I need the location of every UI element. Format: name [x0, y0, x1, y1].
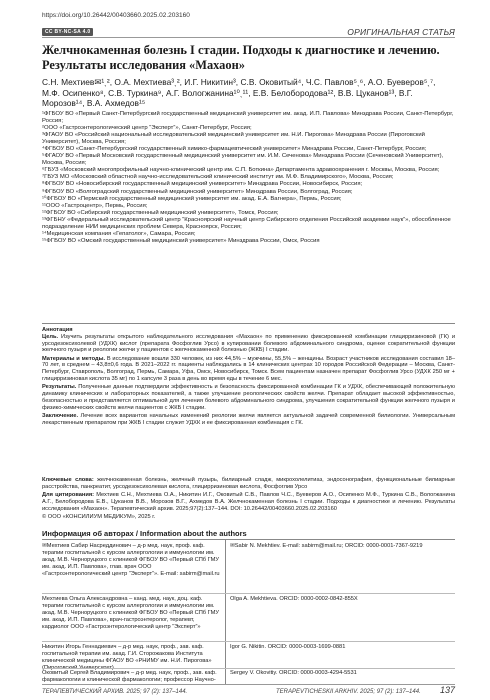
conclusion-label: Заключение. — [42, 413, 79, 420]
author-info-ru: ✉Мехтиев Сабир Насреддинович – д-р мед. наук, проф. каф. терапии госпитальной с курсом аллергологии и иммунологии им. акад. М.В. Черноруцкого с клиникой ФГБОУ ВО «Первый СПб ГМУ им. акад. И.П. Павлова», глав. врач ООО «Гастроэнтерологический центр “Эксперт”». E-mail: sabirm@mail.ru — [42, 543, 220, 577]
affiliation-item: ³ФГАОУ ВО «Российский национальный исследовательский медицинский университет им. Н.И. Пирогова» Минздрава России (Пироговский Университет), Москва, Россия; — [42, 132, 425, 146]
aim-text: Изучить результаты открытого наблюдательного исследования «Махаон» по применению фиксированной комбинации глицирризиновой (ГК) и урсодезоксихолевой (УДХК) кислот (препарата Фосфоглив Урсо) в купировании болевого абдоминального синдрома, оценке сократительной функции желчного пузыря и реологии желчи у пациентов с желчнокаменной болезнью (ЖКБ) I стадии. — [42, 333, 455, 354]
affiliation-item: ¹⁴Медицинская компания «Гепатолог», Самара, Россия; — [42, 230, 196, 237]
keywords-block — [42, 477, 455, 522]
methods-text: В исследование вошли 330 человек, из них 44,5% – мужчины, 55,5% – женщины. Возраст участников исследования составил 18–70 лет, в среднем – 43,8±0,6 года. В 2021–2022 гг. пациенты наблюдались в 14 клинических центрах 10 городов Российской Федерации – Москва, Санкт-Петербург, Ставрополь, Волгоград, Пермь, Самара, Уфа, Омск, Новосибирск, Томск. Всем пациентам назначен препарат Фосфоглив Урсо (УДХК 250 мг + глицирризиновая кислота 35 мг) по 1 капсуле 3 раза в день во время еды в течение 6 мес. — [42, 355, 455, 383]
author-info-en: Igor G. Nikitin. ORCID: 0000-0003-1699-0881 — [230, 644, 346, 650]
affiliation-item: ¹²ФГБОУ ВО «Сибирский государственный медицинский университет», Томск, Россия; — [42, 209, 279, 216]
abstract — [42, 327, 455, 428]
abstract-methods — [42, 356, 455, 383]
methods-label: Материалы и методы. — [42, 355, 106, 362]
authors-info-heading: Информация об авторах / Information about the authors — [42, 529, 247, 538]
cc-license-icon: CC BY-NC-SA 4.0 — [42, 28, 93, 36]
copyright: © ООО «КОНСИЛИУМ МЕДИКУМ», 2025 г. — [42, 513, 156, 520]
results-label: Результаты. — [42, 384, 77, 391]
affiliation-item: ¹³ФГБНУ «Федеральный исследовательский центр “Красноярский научный центр Сибирского отделения Российской академии наук”», обособленное подразделение НИИ медицинских проблем Севера, Красноярск, Россия; — [42, 216, 451, 230]
affiliation-item: ⁷ГБУЗ МО «Московский областной научно-исследовательский клинический институт им. М.Ф. Владимирского», Москва, Россия; — [42, 174, 394, 181]
abstract-divider — [42, 323, 455, 324]
author-info-en: Olga A. Mekhtieva. ORCID: 0000-0002-0842-855X — [230, 596, 358, 602]
footer-journal-en: TERAPEVTICHESKII ARKHIV. 2025; 97 (2): 137–144. — [276, 689, 421, 695]
article-type: ОРИГИНАЛЬНАЯ СТАТЬЯ — [347, 27, 455, 37]
author-info-ru: Оковитый Сергей Владимирович – д-р мед. наук, проф., зав. каф. фармакологии и клинической фармакологии; профессор Научно- — [42, 670, 217, 683]
keywords-label: Ключевые слова: — [42, 477, 94, 483]
keywords-text: желчнокаменная болезнь, желчный пузырь, билиарный сладж, микрохолелитиаз, эндосонография, функциональные билиарные расстройства, панкреатит, урсодезоксихолевая кислота, глицирризиновая кислота, Фосфоглив Урсо — [42, 477, 455, 490]
row-divider — [42, 593, 455, 594]
author-info-ru: Никитин Игорь Геннадиевич – д-р мед. наук, проф., зав. каф. госпитальной терапии им. акад. Г.И. Сторожакова Института клинической медицины ФГАОУ ВО «РНИМУ им. Н.И. Пирогова» — [42, 644, 212, 664]
footer-divider — [42, 684, 455, 685]
keywords — [42, 477, 455, 491]
author-list: С.Н. Мехтиев✉¹ˎ², О.А. Мехтиева³ˎ², И.Г. Никитин³, С.В. Оковитый⁴, Ч.С. Павлов⁵ˎ⁶, А.О. Буеверов⁵ˎ⁷, М.Ф. Осипенко⁸, С.В. Туркина⁹, А.Г. Вологжанина¹⁰ˎ¹¹, Е.В. Белобородова¹², В.В. Цуканов¹³, В.Г. Морозов¹⁴, В.А. Ахмедов¹⁵ — [42, 77, 436, 108]
affiliation-item: ¹¹ООО «Гастроцентр», Пермь, Россия; — [42, 202, 148, 209]
results-text: Полученные данные подтвердили эффективность и безопасность фиксированной комбинации ГК и УДХК, обеспечивающей положительную динамику клинических и лабораторных показателей, а также улучшение реологических свойств желчи. Препарат обладает высокой эффективностью, безопасностью и представляется оптимальной для лечения болевого абдоминального синдрома, улучшения сократительной функции желчного пузыря и физико-химических свойств желчи пациентов с ЖКБ I стадии. — [42, 384, 455, 411]
author-info-en: Sergey V. Okovitiy. ORCID: 0000-0003-4294-5531 — [230, 670, 357, 676]
aim-label: Цель. — [42, 333, 59, 340]
abstract-heading: Аннотация — [42, 327, 73, 333]
abstract-conclusion — [42, 413, 455, 427]
affiliation-item: ⁵ФГАОУ ВО «Первый Московский государственный медицинский университет им. И.М. Сеченова» Минздрава России (Сеченовский Университет), Москва, Россия; — [42, 153, 444, 167]
page-number: 137 — [439, 685, 455, 695]
citation-text: Мехтиев С.Н., Мехтиева О.А., Никитин И.Г., Оковитый С.В., Павлов Ч.С., Буеверов А.О., Осипенко М.Ф., Туркина С.В., Вологжанина А.Г., Белобородова Е.В., Цуканов В.В., Морозов В.Г., Ахмедов В.А. Желчнокаменная болезнь I стадии. Подходы к диагностике и лечению. Результаты исследования «Махаон». Терапевтический архив. 2025;97(2):137–144. DOI: 10.26442/00403660.2025.02.203160 — [42, 492, 455, 512]
article-title: Желчнокаменная болезнь I стадии. Подходы к диагностике и лечению. Результаты исследования «Махаон» — [42, 43, 440, 72]
info-divider — [42, 539, 455, 540]
license-badge — [42, 27, 108, 36]
affiliation-item: ¹⁵ФГБОУ ВО «Омский государственный медицинский университет» Минздрава России, Омск, Россия — [42, 237, 320, 244]
doi-line — [42, 12, 190, 19]
conclusion-text: Лечение всех вариантов начальных изменений реологии желчи является актуальной задачей современной билиологии. Универсальным лекарственным препаратом при ЖКБ I стадии служит УДХК и ее фиксированная комбинация с ГК. — [42, 413, 455, 426]
abstract-aim — [42, 334, 455, 354]
affiliation-item: ⁶ГБУЗ «Московский многопрофильный научно-клинический центр им. С.П. Боткина» Департамента здравоохранения г. Москвы, Москва, Россия; — [42, 167, 440, 174]
author-info-ru: Мехтиева Ольга Александровна – канд. мед. наук, доц. каф. терапии госпитальной с курсом аллергологии и иммунологии им. акад. М.В. Черноруцкого с клиникой ФГБОУ ВО «Первый СПб ГМУ им. акад. И.П. Павлова», врач-гастроэнтеролог, терапевт, кардиолог ООО «Гастроэнтерологический центр “Эксперт”» — [42, 596, 219, 630]
affiliation-item: ¹⁰ФГБОУ ВО «Пермский государственный медицинский университет им. акад. Е.А. Вагнера», Пермь, Россия; — [42, 195, 342, 202]
row-divider — [42, 668, 455, 669]
affiliation-item: ⁴ФГБОУ ВО «Санкт-Петербургский государственный химико-фармацевтический университет» Минздрава России, Санкт-Петербург, Россия; — [42, 146, 427, 153]
header-divider — [42, 37, 455, 38]
abstract-results — [42, 384, 455, 411]
column-divider — [225, 540, 226, 684]
row-divider — [42, 641, 455, 642]
affiliation-item: ⁹ФГБОУ ВО «Волгоградский государственный медицинский университет» Минздрава России, Волгоград, Россия; — [42, 188, 353, 195]
doi-link[interactable]: https://doi.org/10.26442/00403660.2025.02.203160 — [42, 12, 190, 19]
affiliation-item: ²ООО «Гастроэнтерологический центр “Эксперт”», Санкт-Петербург, Россия; — [42, 125, 252, 132]
affiliation-item: ¹ФГБОУ ВО «Первый Санкт-Петербургский государственный медицинский университет им. акад. И.П. Павлова» Минздрава России, Санкт-Петербург, Россия; — [42, 111, 454, 125]
affiliation-item: ⁸ФГБОУ ВО «Новосибирский государственный медицинский университет» Минздрава России, Новосибирск, Россия; — [42, 181, 363, 188]
citation-label: Для цитирования: — [42, 492, 95, 499]
affiliation-list — [42, 111, 455, 245]
author-info-en: ✉Sabir N. Mekhtiev. E-mail: sabirm@mail.ru; ORCID: 0000-0001-7367-9219 — [230, 543, 423, 549]
citation — [42, 492, 455, 512]
footer-journal-ru: ТЕРАПЕВТИЧЕСКИЙ АРХИВ. 2025; 97 (2): 137–144. — [42, 689, 188, 695]
